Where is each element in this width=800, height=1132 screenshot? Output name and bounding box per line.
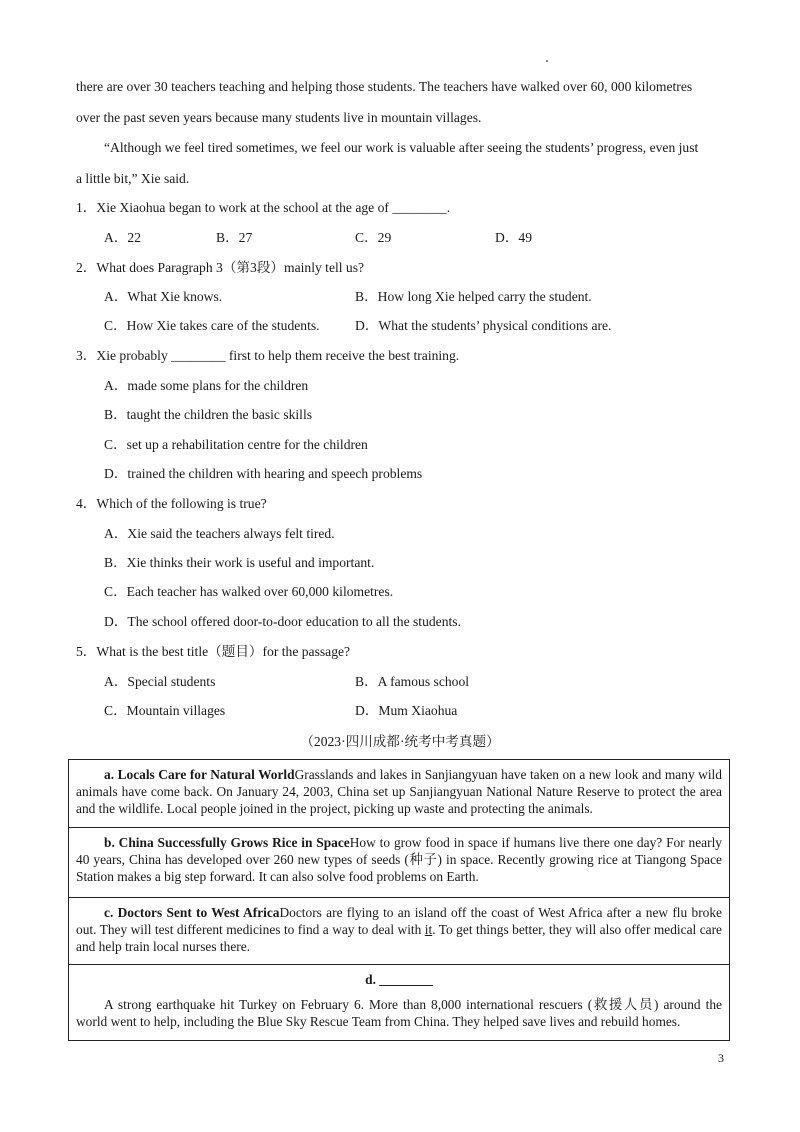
question-5-option-b[interactable]: B．A famous school [355, 674, 470, 689]
box-c [69, 898, 729, 965]
question-5-option-a[interactable]: A．Special students [104, 674, 216, 689]
question-1-option-c[interactable]: C．29 [355, 230, 392, 245]
question-5-option-d[interactable]: D．Mum Xiaohua [355, 703, 458, 718]
question-3-option-a[interactable]: A．made some plans for the children [104, 378, 309, 393]
box-d-title: d. ________ [365, 972, 433, 987]
question-5-option-c[interactable]: C．Mountain villages [104, 703, 226, 718]
box-d [69, 965, 729, 1040]
question-2-option-d[interactable]: D．What the students’ physical conditions are. [355, 318, 612, 333]
question-3-option-c[interactable]: C．set up a rehabilitation centre for the children [104, 437, 368, 452]
question-1-option-b[interactable]: B．27 [216, 230, 253, 245]
question-2-option-b[interactable]: B．How long Xie helped carry the student. [355, 289, 592, 304]
question-5-stem: 5．What is the best title（题目）for the passage? [76, 644, 351, 659]
box-c-text-after: . To get things better, they will also offer medical care and help train local nurses there. [76, 922, 722, 954]
question-2-stem: 2．What does Paragraph 3（第3段）mainly tell us? [76, 260, 365, 275]
passage-line: there are over 30 teachers teaching and helping those students. The teachers have walked over 60, 000 kilometres [76, 79, 693, 94]
scan-dot [546, 60, 548, 62]
question-4-option-c[interactable]: C．Each teacher has walked over 60,000 kilometres. [104, 584, 394, 599]
question-1-stem: 1．Xie Xiaohua began to work at the school at the age of ________. [76, 200, 451, 215]
question-2-option-c[interactable]: C．How Xie takes care of the students. [104, 318, 320, 333]
question-3-stem: 3．Xie probably ________ first to help them receive the best training. [76, 348, 460, 363]
passage-line: over the past seven years because many students live in mountain villages. [76, 110, 482, 125]
box-b [69, 828, 729, 898]
question-4-stem: 4．Which of the following is true? [76, 496, 267, 511]
box-b-text: How to grow food in space if humans live there one day? For nearly 40 years, China has developed over 260 new types of seeds (种子) in space. Recently growing rice at Tiangong Space Station makes a big step forward. It can also solve food problems on Earth. [76, 835, 722, 884]
passage-line: a little bit,” Xie said. [76, 171, 190, 186]
question-1-option-d[interactable]: D．49 [495, 230, 533, 245]
box-c-text-before: Doctors are flying to an island off the coast of West Africa after a new flu broke out. They will test different medicines to find a way to deal with [76, 905, 722, 937]
box-a-title: a. Locals Care for Natural World [104, 767, 295, 782]
question-3-option-b[interactable]: B．taught the children the basic skills [104, 407, 313, 422]
box-a-text: Grasslands and lakes in Sanjiangyuan have taken on a new look and many wild animals have come back. On January 24, 2003, China set up Sanjiangyuan National Nature Reserve to protect the area and the wildlife. Local people joined in the project, picking up waste and protecting the animals. [76, 767, 722, 816]
box-c-title: c. Doctors Sent to West Africa [104, 905, 280, 920]
question-2-option-a[interactable]: A．What Xie knows. [104, 289, 223, 304]
box-a [69, 760, 729, 828]
exam-source: （2023·四川成都·统考中考真题） [300, 734, 500, 749]
question-1-option-a[interactable]: A．22 [104, 230, 142, 245]
box-b-title: b. China Successfully Grows Rice in Space [104, 835, 350, 850]
question-4-option-b[interactable]: B．Xie thinks their work is useful and important. [104, 555, 375, 570]
question-3-option-d[interactable]: D．trained the children with hearing and speech problems [104, 466, 423, 481]
box-d-text: A strong earthquake hit Turkey on February 6. More than 8,000 international rescuers (救援人员) around the world went to help, including the Blue Sky Rescue Team from China. They helped save lives and rebuild homes. [76, 997, 722, 1029]
question-4-option-a[interactable]: A．Xie said the teachers always felt tired. [104, 526, 335, 541]
question-4-option-d[interactable]: D．The school offered door-to-door education to all the students. [104, 614, 461, 629]
page-number: 3 [718, 1051, 724, 1065]
box-c-underlined-word: it [424, 922, 433, 937]
reading-boxes [68, 759, 730, 1041]
passage-line: “Although we feel tired sometimes, we feel our work is valuable after seeing the students’ progress, even just [104, 140, 699, 155]
